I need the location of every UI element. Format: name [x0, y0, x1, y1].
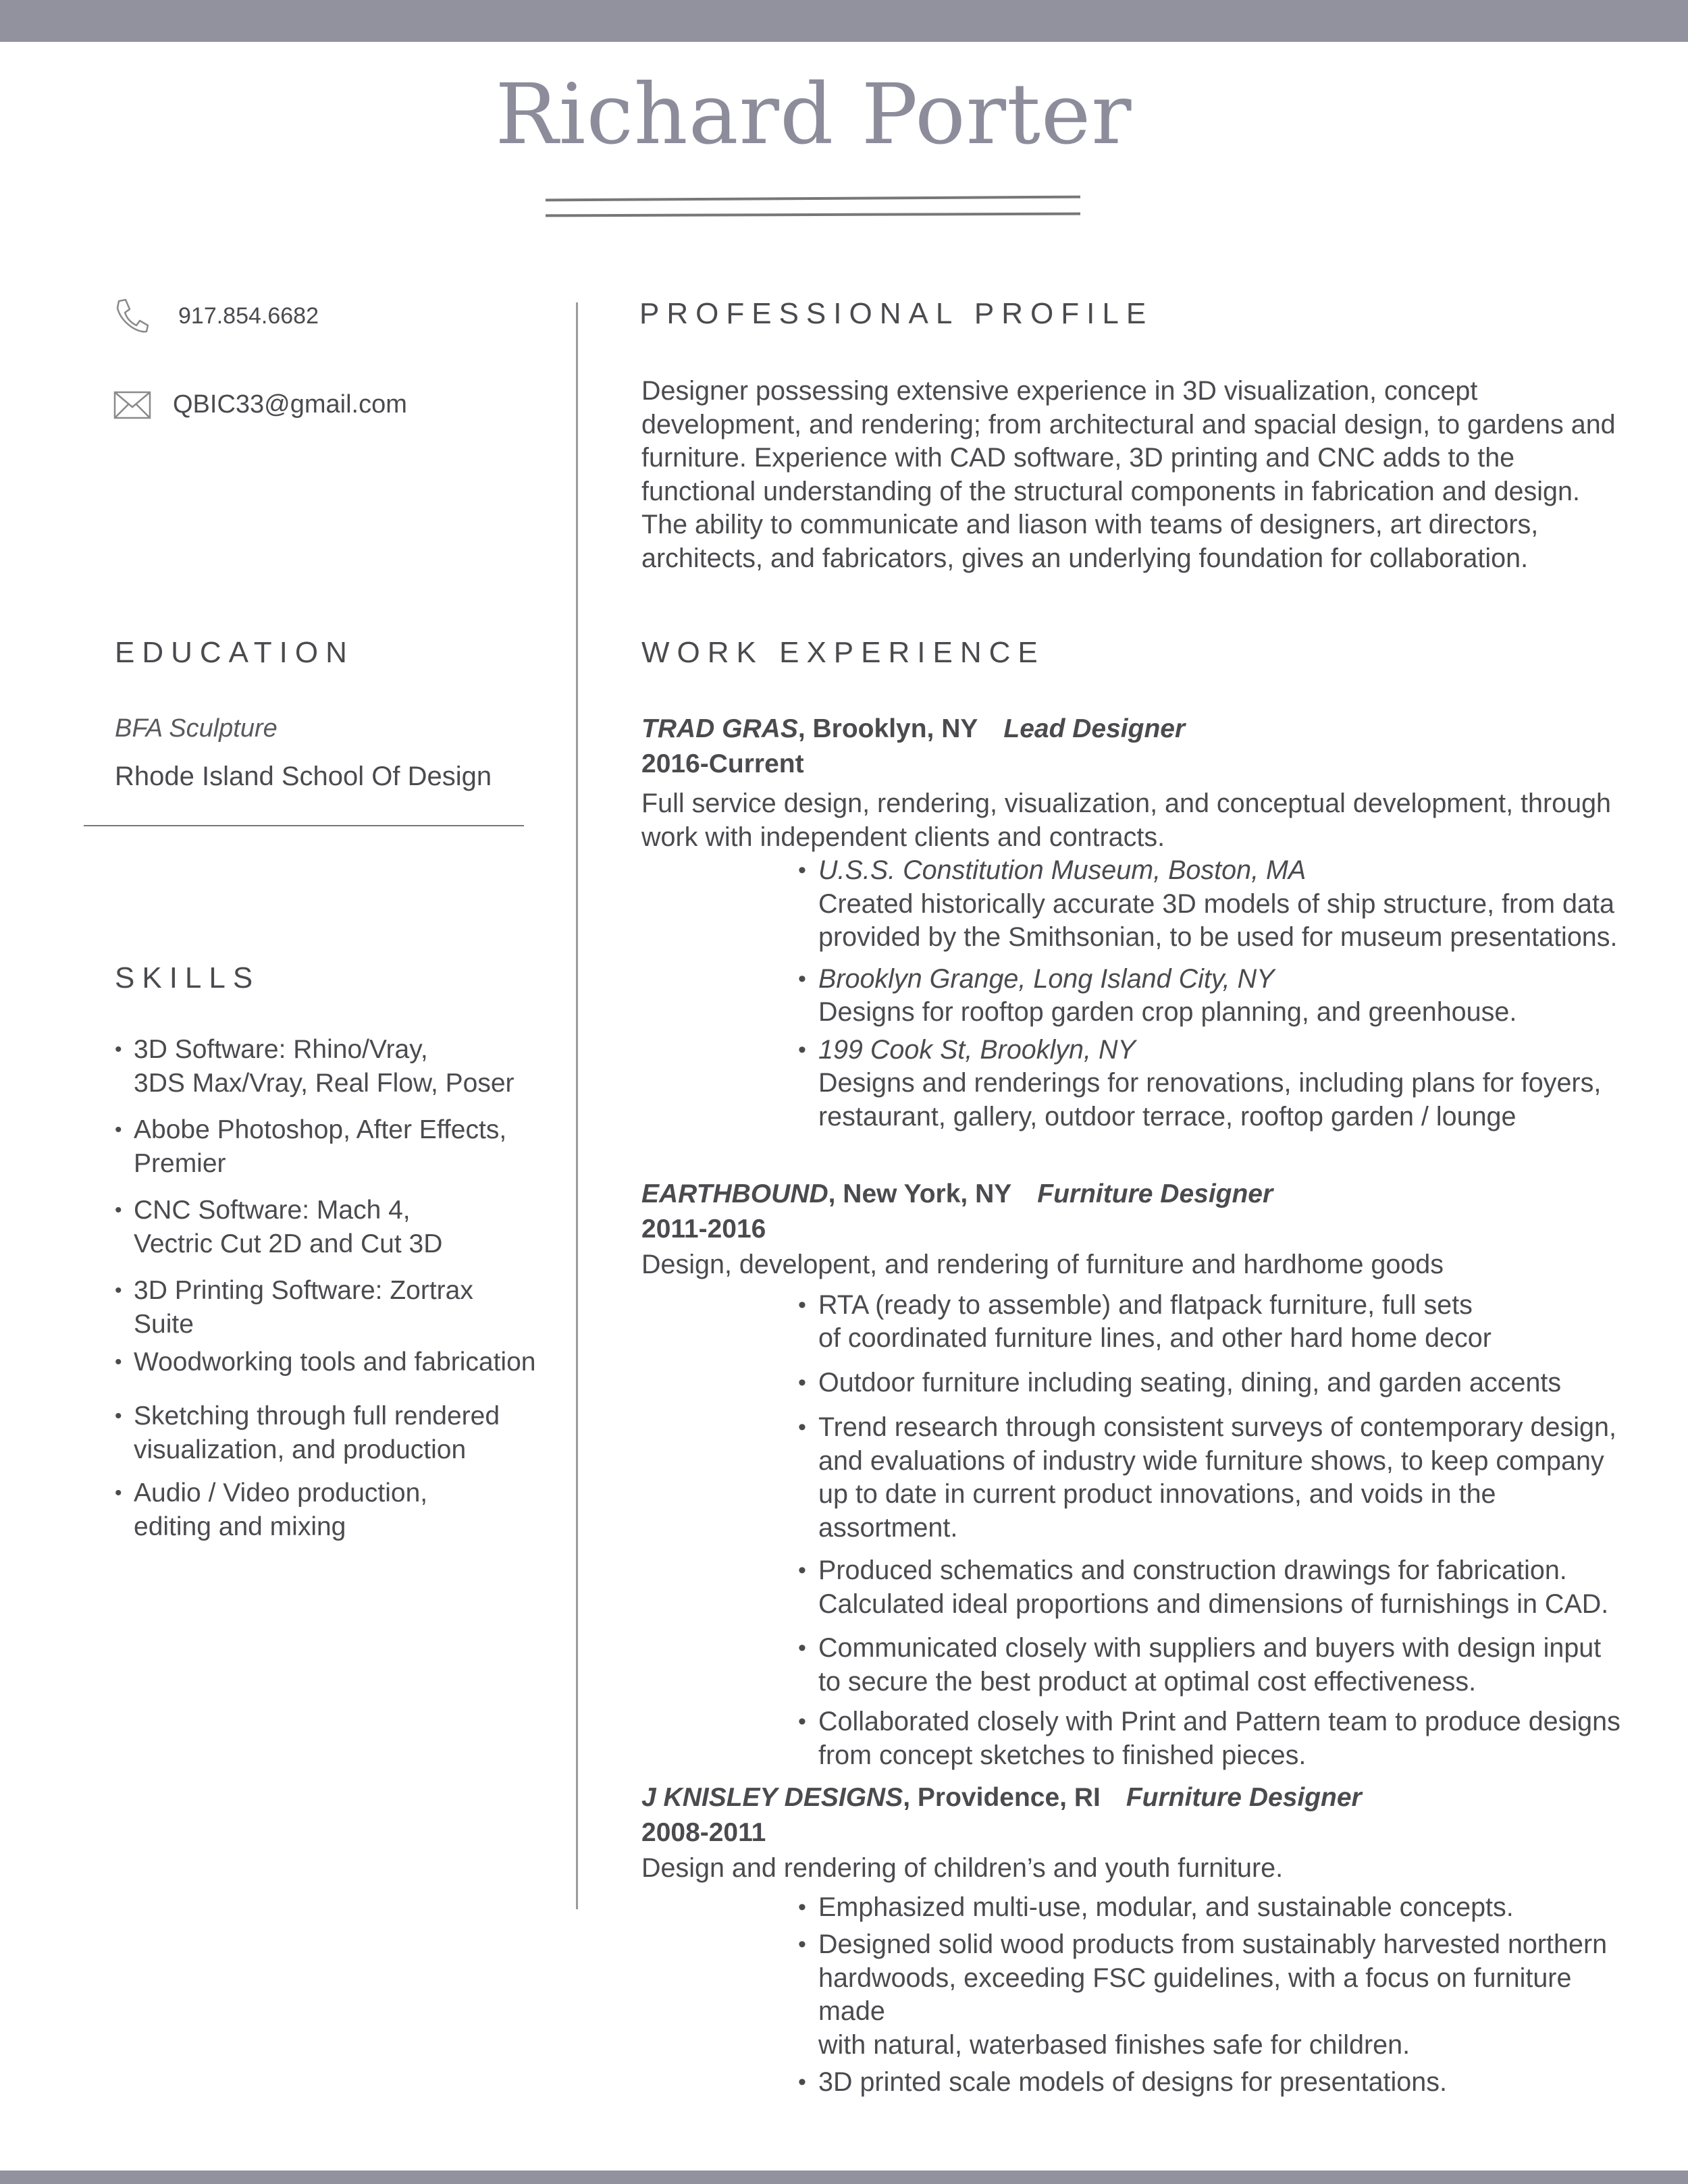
job-bullet [798, 854, 1620, 955]
job-company: TRAD GRAS [641, 714, 798, 743]
column-divider [576, 302, 578, 1909]
job-description: Full service design, rendering, visualization, and conceptual development, through work with independent clients and contracts. [641, 789, 1612, 852]
skill-item: • Abobe Photoshop, After Effects, Premier [115, 1113, 547, 1181]
project-location: • 199 Cook St, Brooklyn, NY [818, 1034, 1136, 1065]
profile-heading: PROFESSIONAL PROFILE [639, 297, 1154, 330]
bullet-text: Designs for rooftop garden crop planning, and greenhouse. [818, 997, 1517, 1027]
skill-item: • CNC Software: Mach 4, Vectric Cut 2D and Cut 3D [115, 1194, 547, 1261]
section-divider [84, 825, 524, 826]
job-company: EARTHBOUND [641, 1179, 828, 1208]
email-address[interactable]: QBIC33@gmail.com [173, 390, 407, 419]
skill-item: • Woodworking tools and fabrication [115, 1346, 547, 1379]
skill-item: • 3D Printing Software: Zortrax Suite [115, 1274, 547, 1341]
job-title: Furniture Designer [1126, 1783, 1362, 1812]
job-bullet [798, 963, 1620, 1030]
phone-contact [113, 297, 319, 335]
job-title: Furniture Designer [1037, 1179, 1273, 1208]
bullet-text: Designs and renderings for renovations, including plans for foyers, restaurant, gallery, outdoor terrace, rooftop garden / lounge [818, 1068, 1602, 1131]
work-heading: WORK EXPERIENCE [641, 636, 1045, 669]
job-header [641, 712, 1620, 747]
top-accent-bar [0, 0, 1688, 42]
job-bullet: • Collaborated closely with Print and Pattern team to produce designs from concept sketches to finished pieces. [798, 1705, 1620, 1772]
job-bullets [641, 1891, 1620, 2100]
job-description: Design and rendering of children’s and youth furniture. [641, 1853, 1284, 1883]
education-school: Rhode Island School Of Design [115, 762, 492, 791]
project-location: • Brooklyn Grange, Long Island City, NY [818, 963, 1275, 994]
name-underline [546, 196, 1080, 202]
job-header [641, 1780, 1620, 1815]
job-bullet: • Outdoor furniture including seating, dining, and garden accents [798, 1366, 1620, 1400]
skill-item: • 3D Software: Rhino/Vray, 3DS Max/Vray, Real Flow, Poser [115, 1033, 547, 1100]
name-underline [546, 213, 1080, 217]
profile-summary: Designer possessing extensive experience in 3D visualization, concept development, and rendering; from architectural and spacial design, to gardens and furniture. Experience with CAD software, 3D printing and CNC adds to the functional understanding of the structural components in fabrication and design. The ability to communicate and liason with teams of designers, art directors, architects, and fabricators, gives an underlying foundation for collaboration. [641, 376, 1616, 573]
skills-heading: SKILLS [115, 961, 261, 994]
job-bullet: • RTA (ready to assemble) and flatpack furniture, full sets of coordinated furniture lines, and other hard home decor [798, 1289, 1620, 1356]
phone-number: 917.854.6682 [178, 302, 319, 329]
phone-icon [113, 297, 150, 335]
skills-list [115, 1033, 547, 1557]
job-dates: 2011-2016 [641, 1215, 766, 1244]
job-bullet: • 3D printed scale models of designs for presentations. [798, 2066, 1620, 2100]
job-bullet: • Emphasized multi-use, modular, and sustainable concepts. [798, 1891, 1620, 1925]
job-location: , New York, NY [828, 1179, 1012, 1208]
job-bullet: • Designed solid wood products from sustainably harvested northern hardwoods, exceeding FSC guidelines, with a focus on furniture made with natural, waterbased finishes safe for children. [798, 1928, 1620, 2062]
job-bullets [641, 854, 1620, 1134]
job-entry [641, 1780, 1620, 2100]
job-entry [641, 712, 1620, 1134]
job-description: Design, developent, and rendering of furniture and hardhome goods [641, 1250, 1444, 1279]
job-bullet: • Communicated closely with suppliers and buyers with design input to secure the best product at optimal cost effectiveness. [798, 1632, 1620, 1699]
education-degree: BFA Sculpture [115, 714, 278, 743]
job-bullet [798, 1034, 1620, 1134]
job-entry [641, 1177, 1620, 1772]
job-dates: 2008-2011 [641, 1818, 766, 1847]
job-title: Lead Designer [1003, 714, 1186, 743]
email-contact [113, 390, 407, 419]
job-company: J KNISLEY DESIGNS [641, 1783, 903, 1812]
education-heading: EDUCATION [115, 636, 354, 669]
bullet-text: Created historically accurate 3D models of ship structure, from data provided by the Smithsonian, to be used for museum presentations. [818, 888, 1618, 952]
project-location: • U.S.S. Constitution Museum, Boston, MA [818, 855, 1307, 885]
job-bullets [641, 1289, 1620, 1773]
job-location: , Providence, RI [903, 1783, 1101, 1812]
job-location: , Brooklyn, NY [797, 714, 978, 743]
skill-item: • Sketching through full rendered visualization, and production [115, 1400, 547, 1467]
job-dates: 2016-Current [641, 749, 804, 778]
bottom-accent-bar [0, 2170, 1688, 2184]
job-bullet: • Produced schematics and construction drawings for fabrication. Calculated ideal proportions and dimensions of furnishings in CAD. [798, 1554, 1620, 1621]
job-bullet: • Trend research through consistent surveys of contemporary design, and evaluations of industry wide furniture shows, to keep company up to date in current product innovations, and voids in the assortment. [798, 1411, 1620, 1545]
envelope-icon [113, 391, 151, 419]
job-header [641, 1177, 1620, 1212]
skill-item: • Audio / Video production, editing and mixing [115, 1476, 547, 1544]
resume-name: Richard Porter [495, 66, 1132, 163]
